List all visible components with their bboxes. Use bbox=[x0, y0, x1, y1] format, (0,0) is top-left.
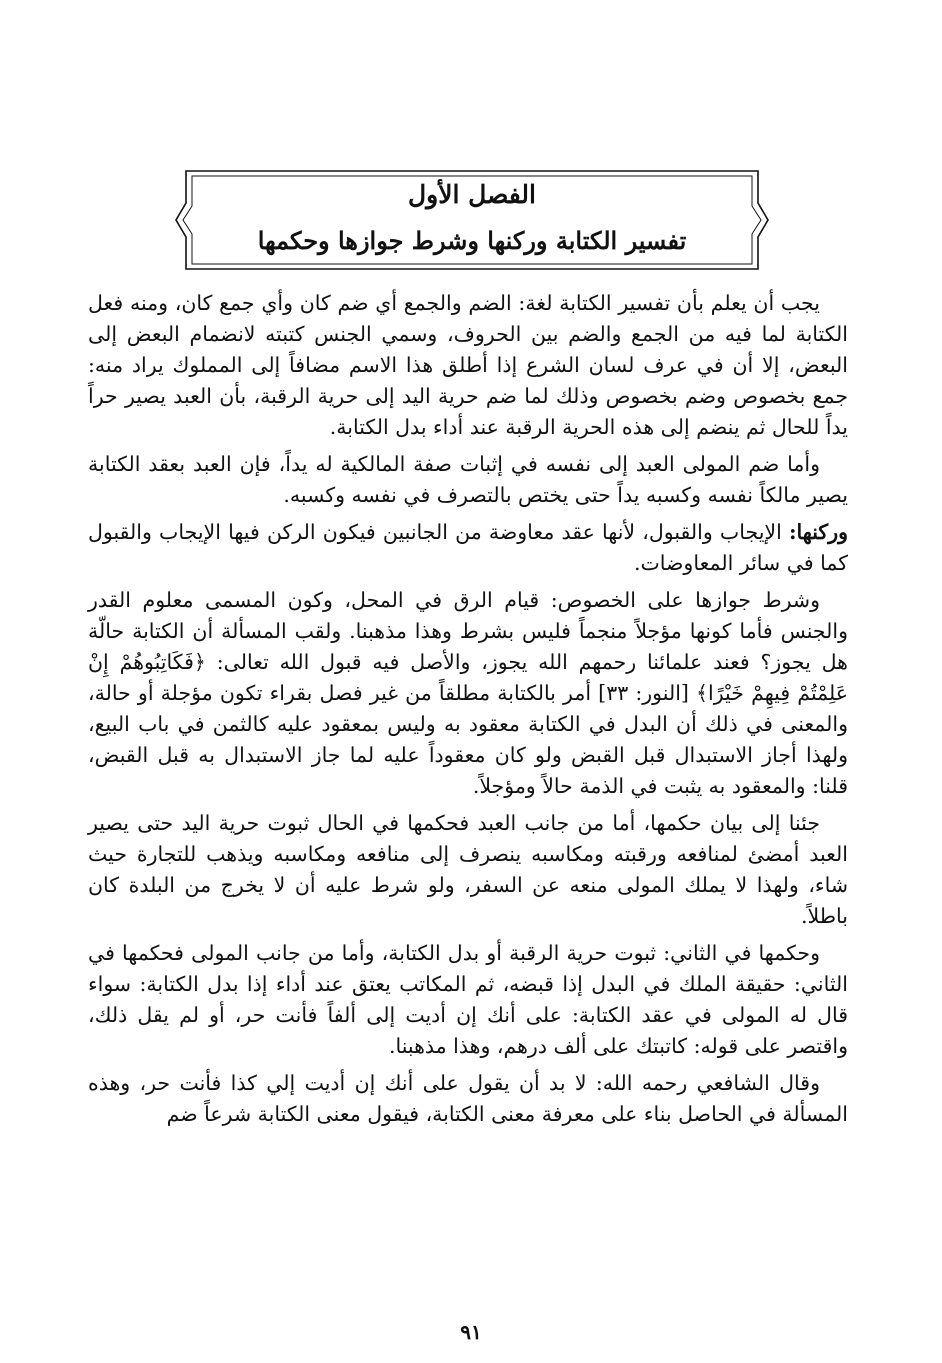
paragraph-text: يجب أن يعلم بأن تفسير الكتابة لغة: الضم والجمع أي ضم كان وأي جمع كان، ومنه فعل الكتابة لما فيه من الجمع والضم بين الحروف، وسمي الجنس كتبته لانضمام البعض إلى البعض، إلا أن في عرف لسان الشرع إذا أطلق هذا الاسم مضافاً إلى المملوك يراد منه: جمع بخصوص وضم بخصوص وذلك لما ضم حرية اليد إلى حرية الرقبة، بأن العبد يصير حراً يداً للحال ثم ينضم إلى هذه الحرية الرقبة عند أداء بدل الكتابة. bbox=[88, 291, 848, 439]
paragraph bbox=[88, 288, 848, 443]
paragraph-text: وحكمها في الثاني: ثبوت حرية الرقبة أو بدل الكتابة، وأما من جانب المولى فحكمها في الثاني: حقيقة الملك في البدل إذا قبضه، ثم المكاتب يعتق عند أداء إذا بدل الكتابة: سواء قال له المولى في عقد الكتابة: على أنك إن أديت إلى ألفاً فأنت حر، أو لم يقل ذلك، واقتصر على قوله: كاتبتك على ألف درهم، وهذا مذهبنا. bbox=[88, 941, 848, 1058]
paragraph-text: الإيجاب والقبول، لأنها عقد معاوضة من الجانبين فيكون الركن فيها الإيجاب والقبول كما في سائر المعاوضات. bbox=[88, 520, 848, 575]
paragraph bbox=[88, 1068, 848, 1130]
paragraph-text: وقال الشافعي رحمه الله: لا بد أن يقول على أنك إن أديت إلي كذا فأنت حر، وهذه المسألة في الحاصل بناء على معرفة معنى الكتابة، فيقول معنى الكتابة شرعاً ضم bbox=[88, 1071, 848, 1126]
paragraph-lead: وركنها: bbox=[788, 520, 848, 544]
paragraph-text: وشرط جوازها على الخصوص: قيام الرق في المحل، وكون المسمى معلوم القدر والجنس فأما كونها مؤجلاً منجماً فليس بشرط وهذا مذهبنا. ولقب المسألة أن الكتابة حالّة هل يجوز؟ فعند علمائنا رحمهم الله يجوز، والأصل فيه قبول الله تعالى: ﴿فَكَاتِبُوهُمْ إِنْ عَلِمْتُمْ فِيهِمْ خَيْرًا﴾ [النور: ٣٣] أمر بالكتابة مطلقاً من غير فصل بقراء تكون مؤجلة أو حالة، والمعنى في ذلك أن البدل في الكتابة معقود به وليس بمعقود عليه كالثمن في باب البيع، ولهذا أجاز الاستبدال قبل القبض ولو كان معقوداً عليه لما جاز الاستبدال به قبل القبض، قلنا: والمعقود به يثبت في الذمة حالاً ومؤجلاً. bbox=[88, 588, 848, 798]
paragraph bbox=[88, 517, 848, 579]
chapter-subtitle: تفسير الكتابة وركنها وشرط جوازها وحكمها bbox=[257, 226, 687, 255]
paragraph-text: جئنا إلى بيان حكمها، أما من جانب العبد فحكمها في الحال ثبوت حرية اليد حتى يصير العبد أمضئ لمنافعه ورقبته ومكاسبه ينصرف إلى منافعه ومكاسبه ويذهب للتجارة حيث شاء، ولهذا لا يملك المولى منعه عن السفر، ولو شرط عليه أن لا يخرج من البلدة كان باطلاً. bbox=[88, 811, 848, 928]
paragraph bbox=[88, 585, 848, 802]
chapter-title: الفصل الأول bbox=[408, 180, 536, 209]
paragraph bbox=[88, 449, 848, 511]
paragraph bbox=[88, 938, 848, 1062]
paragraph-text: وأما ضم المولى العبد إلى نفسه في إثبات صفة المالكية له يداً، فإن العبد بعقد الكتابة يصير مالكاً نفسه وكسبه يداً حتى يختص بالتصرف في نفسه وكسبه. bbox=[88, 452, 848, 507]
page-number: ٩١ bbox=[460, 1320, 482, 1344]
paragraph bbox=[88, 808, 848, 932]
body-text bbox=[88, 288, 848, 1136]
chapter-title-frame bbox=[172, 165, 772, 275]
